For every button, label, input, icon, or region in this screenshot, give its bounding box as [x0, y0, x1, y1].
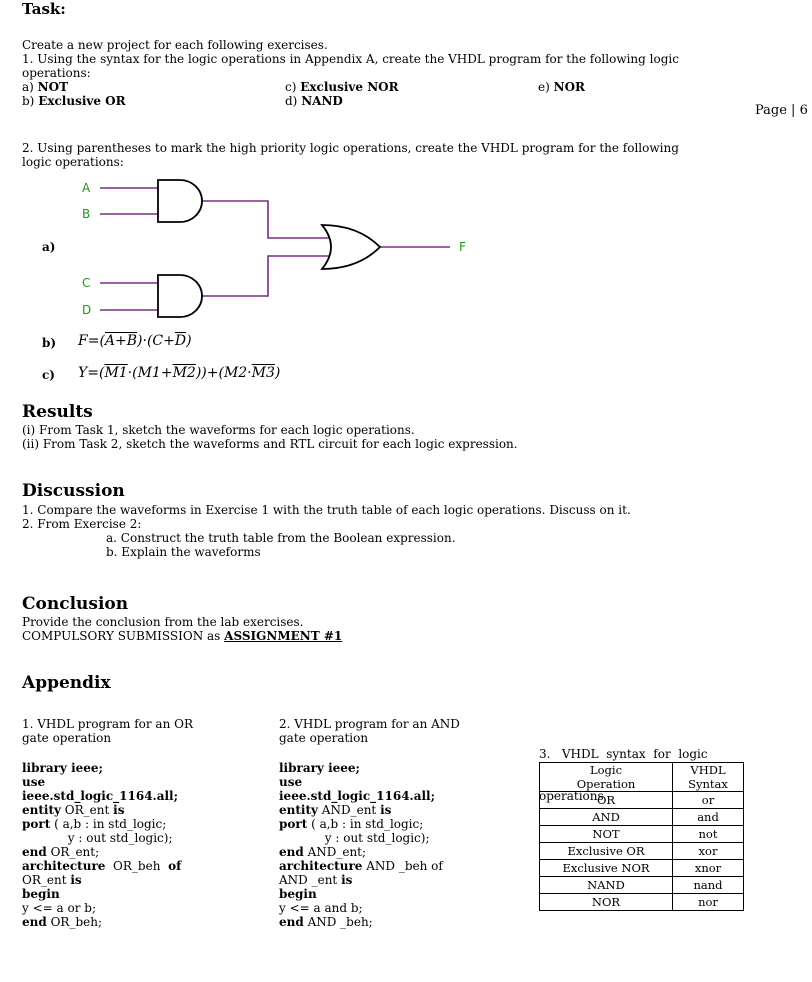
code-line: use: [22, 775, 46, 789]
table-cell: xnor: [673, 860, 744, 877]
code-line: AND _ent is: [279, 873, 353, 887]
expression-c: Y=(M1·(M1+M2))+(M2·M3): [78, 365, 281, 381]
table-cell: nor: [673, 894, 744, 911]
wire-and1-out: [202, 201, 332, 238]
appendix-heading: Appendix: [22, 673, 111, 693]
and-code-block: [279, 761, 519, 929]
table-cell: xor: [673, 843, 744, 860]
results-item-ii: (ii) From Task 2, sketch the waveforms and RTL circuit for each logic expression.: [22, 437, 518, 451]
code-line: architecture AND _beh of: [279, 859, 443, 873]
code-line: OR_ent is: [22, 873, 82, 887]
table-cell: AND: [540, 809, 673, 826]
task-q2-line2: logic operations:: [22, 155, 124, 169]
task-intro: Create a new project for each following exercises.: [22, 38, 328, 52]
table-row: [540, 792, 744, 809]
and-gate-bottom: [158, 275, 202, 317]
discussion-item-2b: b. Explain the waveforms: [106, 545, 261, 559]
label-a: A: [82, 181, 91, 195]
op-c: c) Exclusive NOR: [285, 80, 399, 94]
code-line: ieee.std_logic_1164.all;: [279, 789, 436, 803]
table-cell: not: [673, 826, 744, 843]
task-q1-line1: 1. Using the syntax for the logic operations in Appendix A, create the VHDL program for the following logic: [22, 52, 679, 66]
and-gate-top: [158, 180, 202, 222]
code-line: port ( a,b : in std_logic;: [22, 817, 167, 831]
table-cell: Exclusive OR: [540, 843, 673, 860]
item-c: c): [42, 368, 55, 382]
code-line: end AND_ent;: [279, 845, 367, 859]
code-line: end OR_ent;: [22, 845, 100, 859]
expression-b: $F=(A+B)\cdot(C+\overline{D})$: [78, 333, 192, 349]
label-c: C: [82, 276, 91, 290]
table-row: [540, 809, 744, 826]
table-cell: and: [673, 809, 744, 826]
task-q2-line1: 2. Using parentheses to mark the high priority logic operations, create the VHDL program for the following: [22, 141, 679, 155]
table-cell: or: [673, 792, 744, 809]
op-b: b) Exclusive OR: [22, 94, 126, 108]
code-line: port ( a,b : in std_logic;: [279, 817, 424, 831]
table-row: [540, 894, 744, 911]
discussion-heading: Discussion: [22, 481, 125, 501]
code-line: use: [279, 775, 303, 789]
table-cell: NOR: [540, 894, 673, 911]
page-number: Page | 6: [755, 103, 808, 118]
discussion-item-2a: a. Construct the truth table from the Boolean expression.: [106, 531, 456, 545]
results-heading: Results: [22, 402, 93, 422]
or-code-block: [22, 761, 262, 929]
code-line: y : out std_logic);: [279, 831, 430, 845]
conclusion-heading: Conclusion: [22, 594, 129, 614]
label-d: D: [82, 303, 92, 317]
code-line: y <= a or b;: [22, 901, 96, 915]
logic-circuit-diagram: [0, 170, 520, 330]
assignment-label: ASSIGNMENT #1: [224, 629, 343, 643]
code-line: library ieee;: [22, 761, 103, 775]
appendix-col3-title: 3. VHDL syntax for logic operations: [539, 747, 708, 803]
code-line: architecture OR_beh of: [22, 859, 182, 873]
code-line: y : out std_logic);: [22, 831, 173, 845]
appendix-col1-title: 1. VHDL program for an OR gate operation: [22, 717, 193, 745]
task-q1-line2: operations:: [22, 66, 91, 80]
conclusion-line1: Provide the conclusion from the lab exercises.: [22, 615, 304, 629]
vhdl-syntax-table: [539, 762, 744, 911]
table-cell: OR: [540, 792, 673, 809]
code-line: entity AND_ent is: [279, 803, 392, 817]
table-row: [540, 843, 744, 860]
op-e: e) NOR: [538, 80, 586, 94]
appendix-col2-title: 2. VHDL program for an AND gate operation: [279, 717, 460, 745]
table-row: [540, 826, 744, 843]
item-b: b): [42, 336, 57, 350]
table-cell: nand: [673, 877, 744, 894]
code-line: end OR_beh;: [22, 915, 102, 929]
table-cell: NAND: [540, 877, 673, 894]
discussion-item-2: 2. From Exercise 2:: [22, 517, 142, 531]
label-b: B: [82, 207, 91, 221]
table-header-syntax: VHDL Syntax: [673, 763, 744, 792]
code-line: ieee.std_logic_1164.all;: [22, 789, 179, 803]
wire-and2-out: [202, 256, 332, 296]
op-a: a) NOT: [22, 80, 69, 94]
code-line: entity OR_ent is: [22, 803, 125, 817]
conclusion-line2: COMPULSORY SUBMISSION as ASSIGNMENT #1: [22, 629, 343, 643]
code-line: begin: [22, 887, 60, 901]
code-line: end AND _beh;: [279, 915, 373, 929]
label-f: F: [459, 240, 466, 254]
or-gate: [322, 225, 380, 269]
table-cell: NOT: [540, 826, 673, 843]
table-row: [540, 860, 744, 877]
table-header-logic: Logic Operation: [540, 763, 673, 792]
item-a: a): [42, 240, 56, 254]
task-heading: Task:: [22, 0, 66, 18]
code-line: y <= a and b;: [279, 901, 363, 915]
results-item-i: (i) From Task 1, sketch the waveforms for each logic operations.: [22, 423, 415, 437]
code-line: library ieee;: [279, 761, 360, 775]
table-cell: Exclusive NOR: [540, 860, 673, 877]
op-d: d) NAND: [285, 94, 343, 108]
table-row: [540, 877, 744, 894]
discussion-item-1: 1. Compare the waveforms in Exercise 1 with the truth table of each logic operations. Discuss on it.: [22, 503, 631, 517]
table-header-row: [540, 763, 744, 792]
code-line: begin: [279, 887, 317, 901]
